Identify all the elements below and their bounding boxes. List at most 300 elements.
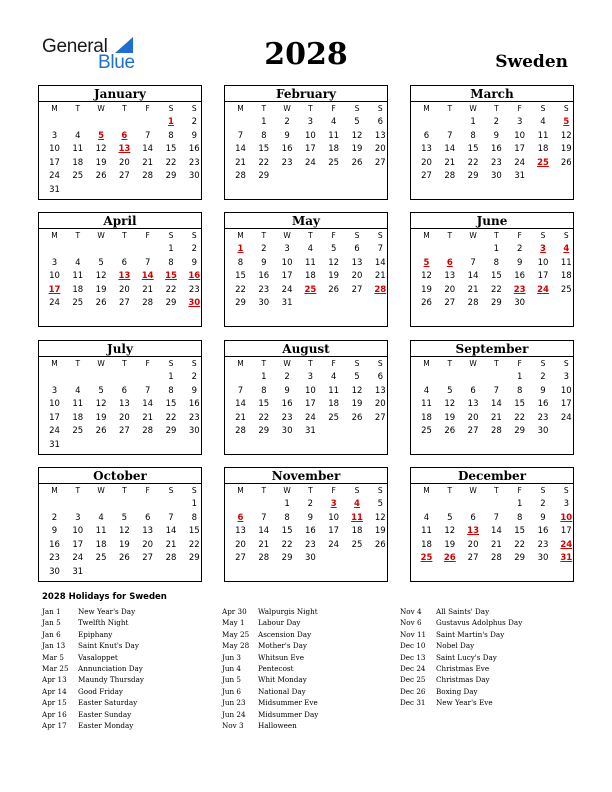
holiday-date: Jun 23 (222, 698, 246, 708)
day-cell: 7 (144, 385, 151, 396)
weekday-label: T (447, 359, 453, 368)
day-cell: 1 (516, 499, 523, 509)
day-cell: 23 (188, 157, 200, 168)
weekday-label: F (517, 231, 522, 240)
day-cell: 17 (537, 271, 549, 282)
day-cell: 18 (421, 539, 432, 550)
weekday-label: S (563, 231, 569, 240)
holiday-day-cell: 1 (237, 244, 244, 254)
day-cell: 25 (351, 539, 363, 550)
day-cell: 10 (328, 512, 340, 523)
day-cell: 28 (444, 171, 456, 182)
holiday-name: Mother's Day (258, 641, 307, 651)
weekday-label: M (237, 104, 244, 113)
day-cell: 7 (493, 385, 500, 396)
weekday-label: T (75, 231, 81, 240)
day-cell: 8 (237, 257, 244, 268)
weekday-label: M (51, 359, 58, 368)
day-cell: 12 (328, 257, 340, 268)
weekday-label: T (122, 359, 127, 368)
weekday-label: T (75, 359, 81, 368)
day-cell: 11 (328, 385, 340, 396)
weekday-label: M (237, 231, 244, 240)
day-cell: 8 (261, 385, 267, 396)
month-june (410, 212, 574, 327)
day-cell: 29 (165, 171, 177, 182)
holiday-date: May 1 (222, 618, 245, 628)
day-cell: 29 (514, 426, 526, 437)
weekday-label: S (168, 231, 174, 240)
day-cell: 4 (330, 372, 337, 382)
day-cell: 23 (188, 412, 200, 423)
day-cell: 10 (49, 144, 60, 155)
day-cell: 9 (516, 257, 523, 268)
day-cell: 17 (304, 399, 316, 410)
weekday-label: T (122, 486, 127, 495)
day-cell: 2 (284, 372, 290, 382)
day-cell: 12 (444, 526, 456, 537)
day-cell: 13 (351, 257, 363, 268)
weekday-label: S (354, 359, 360, 368)
day-cell: 10 (49, 399, 60, 410)
holiday-row (400, 664, 522, 675)
holiday-date: Nov 11 (400, 629, 427, 639)
month-july (38, 340, 202, 455)
day-cell: 8 (516, 385, 523, 396)
holiday-date: Jan 13 (42, 641, 66, 651)
holiday-date: Apr 30 (222, 607, 247, 616)
day-cell: 10 (560, 385, 572, 396)
day-cell: 15 (165, 144, 177, 155)
day-cell: 16 (281, 399, 293, 410)
day-cell: 18 (351, 526, 363, 537)
holiday-date: Nov 6 (400, 618, 422, 628)
month-september (410, 340, 574, 455)
day-cell: 11 (72, 399, 84, 410)
holiday-day-cell: 6 (446, 257, 453, 268)
day-cell: 26 (351, 412, 363, 423)
day-cell: 15 (514, 526, 526, 537)
day-cell: 27 (118, 298, 130, 309)
day-cell: 14 (490, 526, 502, 537)
day-cell: 5 (330, 244, 337, 254)
day-cell: 4 (540, 117, 546, 127)
weekday-label: S (191, 359, 197, 368)
holiday-row (222, 710, 318, 721)
day-cell: 30 (258, 298, 270, 309)
day-cell: 24 (281, 284, 293, 295)
holiday-date: Jun 5 (222, 675, 241, 685)
day-cell: 9 (493, 130, 500, 141)
month-april (38, 212, 202, 327)
holiday-name: Easter Saturday (78, 698, 138, 708)
weekday-label: T (308, 231, 313, 240)
weekday-header (225, 356, 387, 369)
day-cell: 30 (537, 426, 549, 437)
day-cell: 3 (51, 130, 58, 141)
day-cell: 6 (423, 130, 430, 141)
weekday-label: S (354, 486, 360, 495)
day-cell: 31 (514, 171, 526, 182)
day-cell: 29 (235, 298, 246, 309)
day-cell: 14 (467, 271, 479, 282)
holiday-name: National Day (258, 686, 306, 696)
holiday-date: Nov 3 (222, 720, 244, 730)
day-cell: 23 (281, 157, 293, 168)
weekday-label: T (494, 486, 499, 495)
day-cell: 11 (560, 257, 572, 268)
holiday-name: Halloween (258, 720, 297, 730)
holiday-name: Whitsun Eve (258, 652, 304, 662)
day-cell: 1 (284, 499, 290, 509)
day-cell: 6 (144, 512, 151, 523)
day-cell: 6 (354, 244, 360, 254)
day-cell: 17 (560, 526, 572, 537)
day-cell: 1 (168, 244, 174, 254)
day-cell: 21 (490, 539, 502, 550)
day-cell: 24 (304, 412, 316, 423)
day-cell: 28 (142, 426, 154, 437)
holiday-date: Dec 24 (400, 663, 426, 673)
holiday-day-cell: 10 (560, 512, 573, 523)
day-cell: 12 (95, 399, 107, 410)
holiday-name: Pentecost (258, 663, 294, 673)
day-cell: 21 (444, 157, 456, 168)
weekday-label: S (354, 231, 360, 240)
holiday-date: Apr 17 (42, 720, 67, 730)
holiday-row (222, 653, 318, 664)
holiday-name: Nobel Day (436, 641, 475, 651)
day-cell: 2 (51, 512, 58, 523)
weekday-label: W (469, 104, 477, 113)
day-cell: 18 (72, 284, 84, 295)
day-cell: 9 (307, 512, 314, 523)
page-title-year: 2028 (264, 37, 348, 72)
day-cell: 13 (374, 385, 386, 396)
day-cell: 23 (304, 539, 316, 550)
day-cell: 10 (514, 130, 526, 141)
holiday-date: May 28 (222, 641, 250, 651)
day-cell: 13 (467, 399, 479, 410)
weekday-label: W (97, 104, 105, 113)
holiday-row (222, 721, 318, 732)
day-cell: 25 (560, 284, 572, 295)
day-cell: 14 (374, 257, 386, 268)
day-cell: 19 (95, 412, 107, 423)
day-cell: 26 (95, 426, 107, 437)
day-cell: 15 (490, 271, 502, 282)
day-cell: 24 (49, 171, 60, 182)
weekday-label: T (447, 231, 453, 240)
holiday-date: Jan 5 (42, 618, 61, 628)
day-cell: 9 (284, 385, 290, 396)
day-cell: 27 (467, 553, 479, 564)
day-cell: 17 (281, 271, 293, 282)
month-name: June (476, 214, 508, 228)
day-cell: 12 (444, 399, 456, 410)
day-cell: 28 (490, 426, 502, 437)
month-march (410, 85, 574, 200)
day-cell: 20 (467, 412, 479, 423)
day-cell: 6 (121, 385, 128, 396)
day-cell: 22 (235, 284, 246, 295)
weekday-label: M (51, 486, 58, 495)
day-cell: 26 (351, 157, 363, 168)
day-cell: 18 (537, 144, 549, 155)
day-cell: 19 (444, 539, 456, 550)
day-cell: 7 (237, 385, 244, 396)
day-cell: 14 (142, 144, 154, 155)
day-cell: 2 (540, 499, 546, 509)
day-cell: 11 (95, 526, 107, 537)
month-february (224, 85, 388, 200)
holiday-date: Apr 16 (42, 709, 67, 719)
weekday-label: M (423, 104, 430, 113)
weekday-label: S (563, 359, 569, 368)
day-cell: 26 (95, 171, 107, 182)
day-cell: 15 (165, 399, 177, 410)
weekday-label: M (423, 486, 430, 495)
day-cell: 9 (51, 526, 58, 537)
weekday-label: F (145, 486, 150, 495)
holiday-date: Apr 15 (42, 698, 67, 708)
day-cell: 12 (374, 512, 386, 523)
day-cell: 12 (421, 271, 432, 282)
weekday-label: W (97, 486, 105, 495)
day-cell: 28 (467, 298, 479, 309)
weekday-header (225, 228, 387, 241)
day-cell: 25 (95, 553, 107, 564)
day-cell: 10 (304, 385, 316, 396)
day-cell: 17 (49, 157, 60, 168)
holiday-name: Midsummer Day (258, 709, 319, 719)
day-cell: 18 (421, 412, 432, 423)
day-cell: 4 (423, 385, 430, 396)
day-cell: 5 (354, 372, 360, 382)
day-cell: 21 (235, 412, 246, 423)
holiday-row (42, 698, 144, 709)
weekday-label: T (75, 104, 81, 113)
month-may (224, 212, 388, 327)
weekday-label: W (469, 359, 477, 368)
day-cell: 8 (516, 512, 523, 523)
holiday-day-cell: 13 (118, 144, 131, 155)
weekday-header (39, 356, 201, 369)
holiday-date: Dec 31 (400, 698, 426, 708)
holiday-day-cell: 3 (540, 244, 546, 254)
day-cell: 31 (49, 185, 60, 195)
holiday-day-cell: 4 (354, 499, 360, 509)
day-cell: 30 (281, 426, 293, 437)
day-cell: 1 (261, 372, 267, 382)
holiday-date: Dec 25 (400, 675, 426, 685)
holiday-row (400, 641, 522, 652)
holiday-name: Christmas Eve (436, 663, 490, 673)
day-cell: 6 (470, 512, 476, 523)
day-cell: 4 (98, 512, 104, 523)
holiday-row (400, 687, 522, 698)
weekday-label: F (331, 486, 336, 495)
day-cell: 20 (467, 539, 479, 550)
holiday-row (42, 721, 144, 732)
holiday-day-cell: 16 (188, 271, 201, 282)
weekday-label: S (168, 359, 174, 368)
holiday-row (400, 630, 522, 641)
day-cell: 28 (165, 553, 177, 564)
day-cell: 18 (560, 271, 572, 282)
holiday-day-cell: 13 (118, 271, 131, 282)
day-cell: 11 (421, 526, 432, 537)
holiday-row (42, 618, 144, 629)
day-cell: 4 (75, 257, 81, 268)
day-cell: 8 (168, 130, 174, 141)
day-cell: 6 (470, 385, 476, 396)
day-cell: 22 (467, 157, 479, 168)
day-cell: 22 (165, 157, 177, 168)
day-cell: 14 (444, 144, 456, 155)
day-cell: 19 (351, 399, 363, 410)
day-cell: 23 (281, 412, 293, 423)
day-cell: 30 (188, 426, 200, 437)
weekday-label: T (261, 486, 267, 495)
day-cell: 25 (72, 171, 84, 182)
day-cell: 22 (165, 412, 177, 423)
holiday-row (42, 710, 144, 721)
day-cell: 5 (98, 257, 104, 268)
weekday-label: S (354, 104, 360, 113)
day-cell: 26 (328, 284, 340, 295)
month-name: September (455, 342, 529, 356)
day-cell: 7 (377, 244, 383, 254)
day-cell: 2 (261, 244, 267, 254)
day-cell: 20 (444, 284, 456, 295)
day-cell: 18 (72, 157, 84, 168)
weekday-label: T (308, 104, 313, 113)
day-cell: 30 (49, 567, 60, 577)
day-cell: 19 (351, 144, 363, 155)
day-cell: 2 (307, 499, 314, 509)
holiday-date: Apr 14 (42, 686, 67, 696)
day-cell: 29 (490, 298, 502, 309)
day-cell: 30 (514, 298, 526, 309)
holiday-day-cell: 23 (513, 284, 526, 295)
holiday-day-cell: 11 (351, 512, 363, 523)
weekday-header (411, 101, 573, 114)
day-cell: 30 (537, 553, 549, 564)
holiday-name: Annunciation Day (78, 663, 143, 673)
holiday-name: All Saints' Day (436, 607, 490, 616)
weekday-label: T (261, 231, 267, 240)
day-cell: 23 (490, 157, 502, 168)
weekday-label: S (563, 486, 569, 495)
day-cell: 13 (374, 130, 386, 141)
holiday-date: May 25 (222, 629, 250, 639)
day-cell: 16 (537, 526, 549, 537)
holiday-name: Labour Day (258, 618, 301, 628)
holiday-row (222, 618, 318, 629)
day-cell: 22 (281, 539, 293, 550)
holiday-day-cell: 5 (98, 130, 105, 141)
day-cell: 26 (421, 298, 432, 309)
day-cell: 3 (563, 499, 569, 509)
day-cell: 3 (284, 244, 290, 254)
day-cell: 12 (351, 130, 363, 141)
day-cell: 2 (191, 372, 197, 382)
day-cell: 8 (168, 257, 174, 268)
holiday-name: Ascension Day (258, 629, 312, 639)
weekday-label: W (283, 486, 291, 495)
day-cell: 15 (281, 526, 293, 537)
day-cell: 26 (95, 298, 107, 309)
day-cell: 3 (563, 372, 569, 382)
day-cell: 18 (328, 399, 340, 410)
holiday-row (42, 687, 144, 698)
month-august (224, 340, 388, 455)
day-cell: 18 (95, 539, 107, 550)
day-cell: 1 (470, 117, 476, 127)
holiday-name: Easter Monday (78, 720, 134, 730)
weekday-label: M (423, 231, 430, 240)
day-cell: 3 (75, 512, 81, 523)
holiday-day-cell: 5 (423, 257, 430, 268)
logo-text-general: General (42, 36, 108, 57)
holiday-day-cell: 24 (560, 539, 573, 550)
holiday-day-cell: 25 (537, 157, 549, 168)
day-cell: 27 (374, 412, 386, 423)
day-cell: 9 (191, 130, 197, 141)
day-cell: 15 (235, 271, 246, 282)
day-cell: 19 (118, 539, 130, 550)
holiday-day-cell: 26 (443, 553, 456, 564)
day-cell: 20 (118, 412, 130, 423)
day-cell: 9 (261, 257, 267, 268)
day-cell: 19 (95, 284, 107, 295)
weekday-label: S (377, 231, 383, 240)
day-cell: 21 (374, 271, 386, 282)
holiday-date: Jun 6 (222, 686, 241, 696)
weekday-label: S (563, 104, 569, 113)
day-cell: 10 (304, 130, 316, 141)
day-cell: 19 (560, 144, 572, 155)
day-cell: 20 (118, 284, 130, 295)
holiday-day-cell: 30 (188, 298, 201, 309)
weekday-label: S (191, 486, 197, 495)
day-cell: 8 (168, 385, 174, 396)
day-cell: 4 (307, 244, 314, 254)
day-cell: 5 (447, 385, 453, 396)
holiday-day-cell: 17 (48, 284, 61, 295)
day-cell: 6 (121, 257, 128, 268)
day-cell: 27 (467, 426, 479, 437)
weekday-label: W (97, 231, 105, 240)
day-cell: 11 (304, 257, 316, 268)
day-cell: 10 (281, 257, 293, 268)
day-cell: 8 (470, 130, 476, 141)
day-cell: 17 (560, 399, 572, 410)
weekday-label: T (447, 104, 453, 113)
holiday-day-cell: 1 (168, 117, 174, 127)
day-cell: 29 (258, 171, 270, 182)
day-cell: 3 (51, 257, 58, 268)
day-cell: 15 (258, 144, 270, 155)
day-cell: 26 (560, 157, 572, 168)
weekday-header (39, 483, 201, 496)
day-cell: 21 (467, 284, 479, 295)
day-cell: 28 (142, 298, 154, 309)
weekday-label: S (540, 104, 546, 113)
holiday-name: Maundy Thursday (78, 675, 144, 685)
day-cell: 25 (421, 426, 432, 437)
